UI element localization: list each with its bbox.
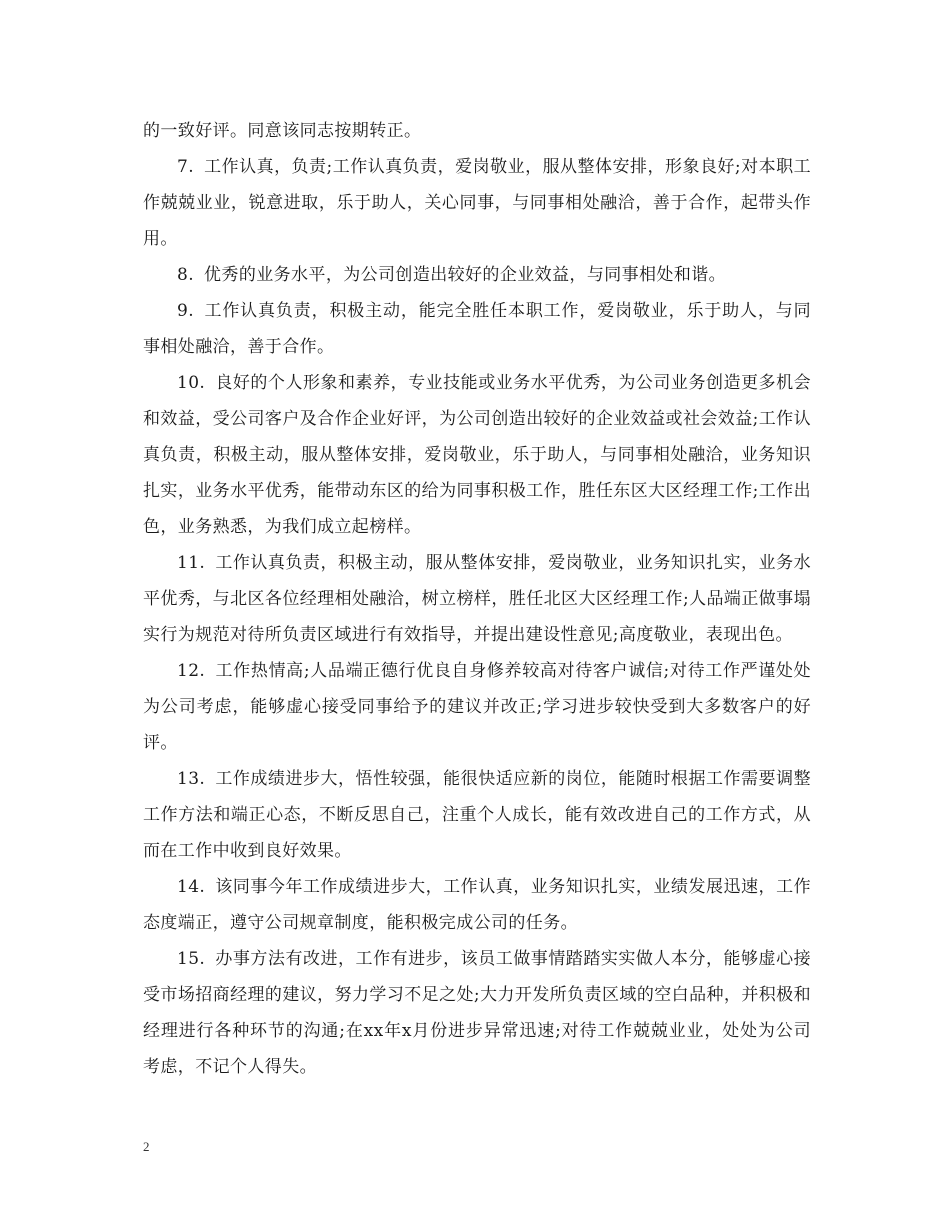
document-body xyxy=(143,113,811,1085)
item-text: 优秀的业务水平，为公司创造出较好的企业效益，与同事相处和谐。 xyxy=(204,265,727,285)
lead-in-paragraph: 的一致好评。同意该同志按期转正。 xyxy=(143,121,422,141)
page-number: 2 xyxy=(143,1139,150,1154)
item-number: 9. xyxy=(177,301,195,321)
item-number: 15. xyxy=(177,949,206,969)
item-number: 8. xyxy=(177,265,195,285)
evaluation-item xyxy=(143,653,811,761)
item-number: 7. xyxy=(177,157,195,177)
evaluation-item xyxy=(143,365,811,545)
item-number: 11. xyxy=(177,553,206,573)
item-text: 工作热情高;人品端正德行优良自身修养较高对待客户诚信;对待工作严谨处处为公司考虑，能够虚心接受同事给予的建议并改正;学习进步较快受到大多数客户的好评。 xyxy=(143,661,811,753)
evaluation-item xyxy=(143,761,811,869)
item-text: 工作认真负责，积极主动，能完全胜任本职工作，爱岗敬业，乐于助人，与同事相处融洽，善于合作。 xyxy=(143,301,811,357)
evaluation-item xyxy=(143,257,811,293)
evaluation-item xyxy=(143,545,811,653)
evaluation-item xyxy=(143,941,811,1085)
item-number: 12. xyxy=(177,661,206,681)
item-number: 10. xyxy=(177,373,206,393)
item-text: 办事方法有改进，工作有进步，该员工做事情踏踏实实做人本分，能够虚心接受市场招商经理的建议，努力学习不足之处;大力开发所负责区域的空白品种，并积极和经理进行各种环节的沟通;在xx年x月份进步异常迅速;对待工作兢兢业业，处处为公司考虑，不记个人得失。 xyxy=(143,949,811,1077)
evaluation-item xyxy=(143,293,811,365)
item-text: 良好的个人形象和素养，专业技能或业务水平优秀，为公司业务创造更多机会和效益，受公司客户及合作企业好评，为公司创造出较好的企业效益或社会效益;工作认真负责，积极主动，服从整体安排，爱岗敬业，乐于助人，与同事相处融洽，业务知识扎实，业务水平优秀，能带动东区的给为同事积极工作，胜任东区大区经理工作;工作出色，业务熟悉，为我们成立起榜样。 xyxy=(143,373,811,537)
item-text: 工作认真，负责;工作认真负责，爱岗敬业，服从整体安排，形象良好;对本职工作兢兢业业，锐意进取，乐于助人，关心同事，与同事相处融洽，善于合作，起带头作用。 xyxy=(143,157,811,249)
item-text: 工作认真负责，积极主动，服从整体安排，爱岗敬业，业务知识扎实，业务水平优秀，与北区各位经理相处融洽，树立榜样，胜任北区大区经理工作;人品端正做事塌实行为规范对待所负责区域进行有效指导，并提出建设性意见;高度敬业，表现出色。 xyxy=(143,553,811,645)
item-number: 13. xyxy=(177,769,206,789)
item-text: 工作成绩进步大，悟性较强，能很快适应新的岗位，能随时根据工作需要调整工作方法和端正心态，不断反思自己，注重个人成长，能有效改进自己的工作方式，从而在工作中收到良好效果。 xyxy=(143,769,811,861)
evaluation-item xyxy=(143,149,811,257)
item-number: 14. xyxy=(177,877,206,897)
item-text: 该同事今年工作成绩进步大，工作认真，业务知识扎实，业绩发展迅速，工作态度端正，遵守公司规章制度，能积极完成公司的任务。 xyxy=(143,877,811,933)
evaluation-list xyxy=(143,149,811,1085)
evaluation-item xyxy=(143,869,811,941)
